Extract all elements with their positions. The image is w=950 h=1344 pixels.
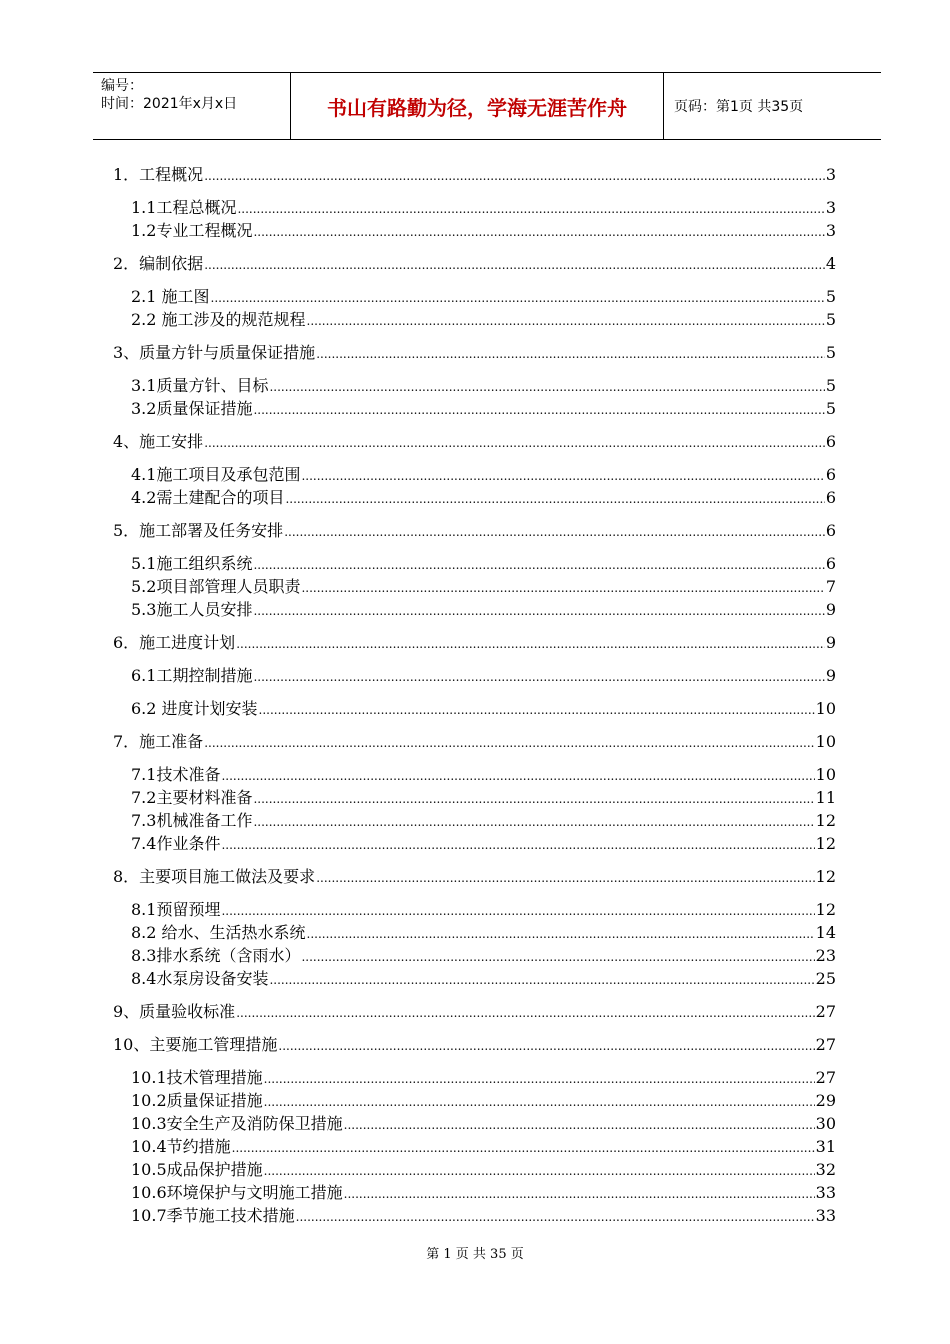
toc-entry-page: 9 <box>825 633 836 652</box>
toc-entry-title: 10.4节约措施 <box>131 1137 231 1156</box>
header-motto: 书山有路勤为径，学海无涯苦作舟 <box>291 73 664 139</box>
header-page-label: 页码：第1页 共35页 <box>674 99 804 115</box>
toc-entry-title: 10.6环境保护与文明施工措施 <box>131 1183 343 1202</box>
toc-entry[interactable] <box>131 287 836 308</box>
toc-leader-dots <box>264 1068 815 1089</box>
toc-entry[interactable] <box>131 1068 836 1089</box>
toc-entry[interactable] <box>131 1183 836 1204</box>
toc-entry[interactable] <box>113 867 836 888</box>
toc-entry-page: 6 <box>825 521 836 540</box>
toc-entry-page: 12 <box>815 834 836 853</box>
toc-entry-page: 6 <box>825 554 836 573</box>
toc-entry[interactable] <box>113 633 836 654</box>
toc-entry-title: 10.1技术管理措施 <box>131 1068 263 1087</box>
toc-entry-title: 7.2主要材料准备 <box>131 788 253 807</box>
toc-entry-page: 5 <box>825 343 836 362</box>
toc-leader-dots <box>204 165 825 186</box>
toc-entry-page: 5 <box>825 376 836 395</box>
toc-leader-dots <box>301 577 824 598</box>
toc-entry[interactable] <box>131 765 836 786</box>
toc-leader-dots <box>307 310 825 331</box>
toc-leader-dots <box>253 600 824 621</box>
toc-entry-title: 8.3排水系统（含雨水） <box>131 946 301 965</box>
toc-entry[interactable] <box>113 165 836 186</box>
toc-entry-page: 27 <box>815 1035 836 1054</box>
toc-entry[interactable] <box>131 465 836 486</box>
toc-leader-dots <box>344 1114 815 1135</box>
toc-entry-page: 6 <box>825 432 836 451</box>
toc-entry-title: 6.2 进度计划安装 <box>131 699 258 718</box>
toc-entry-page: 11 <box>815 788 836 807</box>
time-label: 时间：2021年x月x日 <box>101 96 238 112</box>
toc-entry-page: 30 <box>815 1114 836 1133</box>
toc-entry[interactable] <box>131 1114 836 1135</box>
toc-entry-page: 10 <box>815 732 836 751</box>
toc-entry-title: 8.1预留预埋 <box>131 900 221 919</box>
toc-entry-page: 14 <box>815 923 836 942</box>
toc-entry[interactable] <box>113 254 836 275</box>
toc-entry[interactable] <box>131 198 836 219</box>
toc-entry-page: 23 <box>815 946 836 965</box>
toc-entry-title: 2.2 施工涉及的规范规程 <box>131 310 306 329</box>
toc-entry-title: 6．施工进度计划 <box>113 633 236 652</box>
toc-entry[interactable] <box>131 946 836 967</box>
toc-entry-title: 4.1施工项目及承包范围 <box>131 465 301 484</box>
toc-entry-title: 10、主要施工管理措施 <box>113 1035 278 1054</box>
toc-leader-dots <box>284 521 825 542</box>
toc-entry[interactable] <box>131 900 836 921</box>
toc-leader-dots <box>316 343 825 364</box>
toc-entry-title: 1．工程概况 <box>113 165 204 184</box>
toc-entry-page: 33 <box>815 1206 836 1225</box>
toc-entry-page: 5 <box>825 399 836 418</box>
toc-entry[interactable] <box>131 788 836 809</box>
toc-entry[interactable] <box>131 811 836 832</box>
toc-entry-title: 7．施工准备 <box>113 732 204 751</box>
toc-entry-title: 1.2专业工程概况 <box>131 221 253 240</box>
toc-leader-dots <box>259 699 815 720</box>
toc-entry-title: 5.3施工人员安排 <box>131 600 253 619</box>
toc-entry-title: 2.1 施工图 <box>131 287 210 306</box>
toc-entry-title: 3、质量方针与质量保证措施 <box>113 343 316 362</box>
toc-entry-page: 32 <box>815 1160 836 1179</box>
toc-entry-page: 3 <box>825 198 836 217</box>
toc-entry[interactable] <box>131 699 836 720</box>
toc-entry-title: 10.3安全生产及消防保卫措施 <box>131 1114 343 1133</box>
toc-entry-page: 27 <box>815 1002 836 1021</box>
toc-entry-page: 25 <box>815 969 836 988</box>
toc-leader-dots <box>236 1002 814 1023</box>
toc-entry-title: 3.1质量方针、目标 <box>131 376 269 395</box>
toc-entry-page: 31 <box>815 1137 836 1156</box>
toc-entry-page: 10 <box>815 699 836 718</box>
toc-entry[interactable] <box>131 1160 836 1181</box>
toc-entry-title: 7.1技术准备 <box>131 765 221 784</box>
toc-leader-dots <box>278 1035 814 1056</box>
toc-entry[interactable] <box>131 1091 836 1112</box>
toc-entry[interactable] <box>131 310 836 331</box>
toc-entry[interactable] <box>113 343 836 364</box>
toc-leader-dots <box>269 376 824 397</box>
toc-entry-page: 12 <box>815 811 836 830</box>
toc-leader-dots <box>236 633 825 654</box>
toc-leader-dots <box>296 1206 815 1227</box>
toc-leader-dots <box>204 732 814 753</box>
toc-leader-dots <box>232 1137 815 1158</box>
toc-entry-page: 29 <box>815 1091 836 1110</box>
toc-entry-title: 8．主要项目施工做法及要求 <box>113 867 316 886</box>
toc-entry-page: 27 <box>815 1068 836 1087</box>
toc-entry[interactable] <box>113 1002 836 1023</box>
page-footer: 第 1 页 共 35 页 <box>426 1247 524 1262</box>
toc-entry[interactable] <box>131 376 836 397</box>
toc-leader-dots <box>221 765 814 786</box>
toc-entry-title: 3.2质量保证措施 <box>131 399 253 418</box>
toc-entry-title: 5.1施工组织系统 <box>131 554 253 573</box>
toc-entry[interactable] <box>131 488 836 509</box>
toc-entry-title: 8.4水泵房设备安装 <box>131 969 269 988</box>
toc-leader-dots <box>269 969 814 990</box>
toc-entry[interactable] <box>131 1137 836 1158</box>
toc-entry-page: 7 <box>825 577 836 596</box>
toc-entry-title: 2．编制依据 <box>113 254 204 273</box>
toc-leader-dots <box>237 198 824 219</box>
toc-entry-title: 1.1工程总概况 <box>131 198 237 217</box>
toc-entry-title: 5．施工部署及任务安排 <box>113 521 284 540</box>
toc-leader-dots <box>204 432 825 453</box>
toc-leader-dots <box>253 221 824 242</box>
toc-entry[interactable] <box>113 432 836 453</box>
toc-entry-title: 6.1工期控制措施 <box>131 666 253 685</box>
toc-entry[interactable] <box>131 969 836 990</box>
toc-entry[interactable] <box>113 732 836 753</box>
toc-leader-dots <box>264 1091 815 1112</box>
toc-entry-page: 4 <box>825 254 836 273</box>
toc-entry-title: 10.2质量保证措施 <box>131 1091 263 1110</box>
toc-leader-dots <box>253 811 814 832</box>
toc-entry-page: 33 <box>815 1183 836 1202</box>
toc-leader-dots <box>221 834 814 855</box>
toc-leader-dots <box>204 254 825 275</box>
toc-leader-dots <box>316 867 814 888</box>
toc-entry[interactable] <box>131 554 836 575</box>
toc-entry-page: 5 <box>825 310 836 329</box>
toc-leader-dots <box>253 554 824 575</box>
toc-leader-dots <box>253 788 814 809</box>
toc-leader-dots <box>301 946 814 967</box>
toc-entry-page: 3 <box>825 165 836 184</box>
toc-entry-page: 10 <box>815 765 836 784</box>
toc-entry-page: 6 <box>825 488 836 507</box>
toc-entry[interactable] <box>131 600 836 621</box>
serial-label: 编号： <box>101 78 143 94</box>
toc-entry-page: 5 <box>825 287 836 306</box>
toc-entry-page: 3 <box>825 221 836 240</box>
toc-leader-dots <box>344 1183 815 1204</box>
toc-entry[interactable] <box>113 521 836 542</box>
toc-entry-page: 6 <box>825 465 836 484</box>
toc-entry-title: 8.2 给水、生活热水系统 <box>131 923 306 942</box>
toc-entry[interactable] <box>113 1035 836 1056</box>
toc-entry-title: 7.3机械准备工作 <box>131 811 253 830</box>
toc-leader-dots <box>264 1160 815 1181</box>
toc-entry-page: 12 <box>815 900 836 919</box>
toc-entry[interactable] <box>131 1206 836 1227</box>
toc-entry-page: 12 <box>815 867 836 886</box>
toc-entry-title: 7.4作业条件 <box>131 834 221 853</box>
toc-entry[interactable] <box>131 923 836 944</box>
toc-entry-title: 10.7季节施工技术措施 <box>131 1206 295 1225</box>
toc-entry-title: 10.5成品保护措施 <box>131 1160 263 1179</box>
toc-leader-dots <box>253 399 824 420</box>
toc-leader-dots <box>285 488 824 509</box>
toc-entry-page: 9 <box>825 600 836 619</box>
toc-leader-dots <box>211 287 825 308</box>
toc-leader-dots <box>307 923 815 944</box>
toc-entry[interactable] <box>131 577 836 598</box>
toc-entry-title: 9、质量验收标准 <box>113 1002 236 1021</box>
toc-entry[interactable] <box>131 834 836 855</box>
toc-entry-title: 4、施工安排 <box>113 432 204 451</box>
toc-entry-title: 4.2需土建配合的项目 <box>131 488 285 507</box>
toc-entry[interactable] <box>131 666 836 687</box>
toc-entry[interactable] <box>131 399 836 420</box>
toc-entry-page: 9 <box>825 666 836 685</box>
toc-leader-dots <box>253 666 824 687</box>
toc-leader-dots <box>221 900 814 921</box>
toc-entry-title: 5.2项目部管理人员职责 <box>131 577 301 596</box>
toc-entry[interactable] <box>131 221 836 242</box>
toc-leader-dots <box>301 465 824 486</box>
